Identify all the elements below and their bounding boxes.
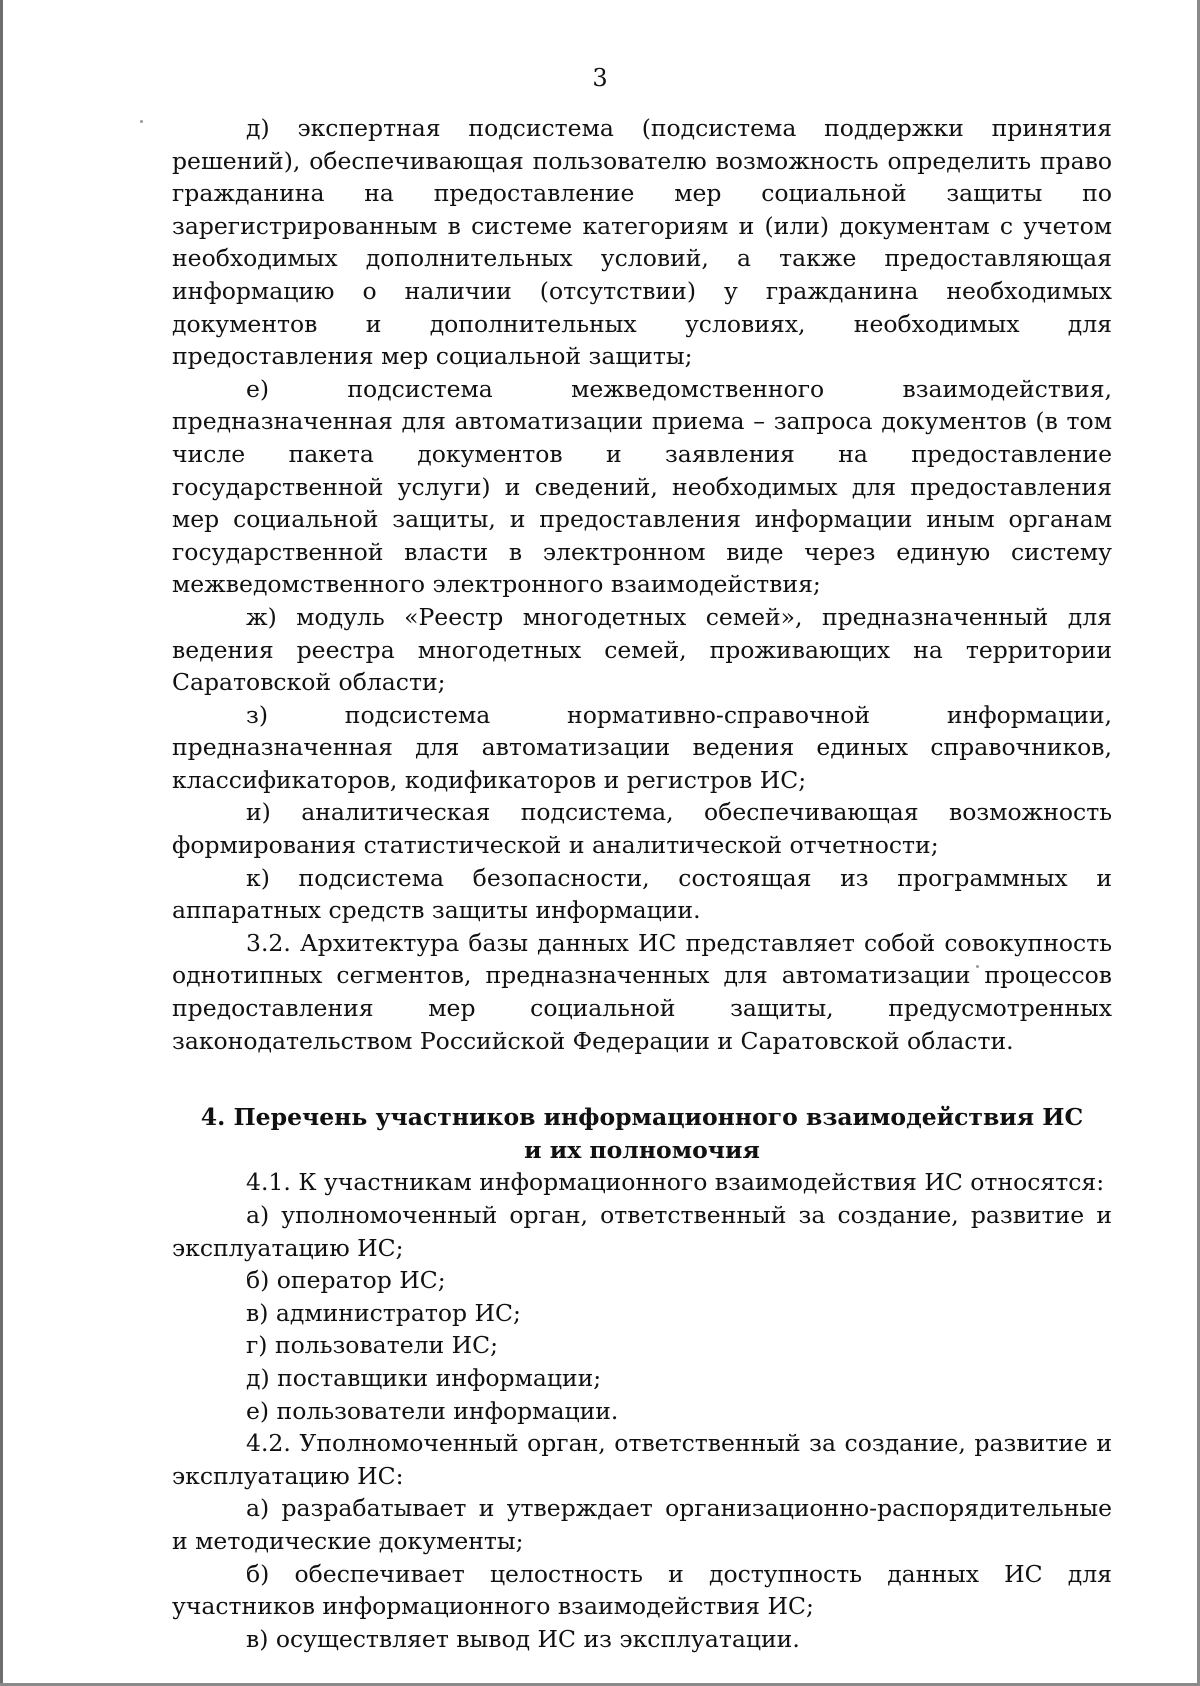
list-item-a-authorized-body: а) уполномоченный орган, ответственный за создание, развитие и эксплуатацию ИС;: [172, 1201, 1112, 1262]
list-item-b-operator: б) оператор ИС;: [246, 1266, 446, 1295]
paragraph-zh-large-families-module: ж) модуль «Реестр многодетных семей», предназначенный для ведения реестра многодетных семей, проживающих на территории Саратовской области;: [172, 602, 1112, 697]
scan-edge-left: [0, 0, 3, 1686]
section-heading-line-1: 4. Перечень участников информационного взаимодействия ИС: [200, 1103, 1084, 1132]
section-heading: [172, 1101, 1112, 1166]
list-item-v-decommissions: в) осуществляет вывод ИС из эксплуатации.: [246, 1624, 800, 1653]
list-item-d-information-suppliers: д) поставщики информации;: [246, 1363, 602, 1392]
list-item-a-develops-documents: а) разрабатывает и утверждает организационно-распорядительные и методические документы;: [172, 1494, 1112, 1555]
paragraph-4-1-participants: 4.1. К участникам информационного взаимодействия ИС относятся:: [246, 1168, 1105, 1197]
page-number: 3: [592, 64, 608, 92]
paragraph-d-expert-subsystem: д) экспертная подсистема (подсистема поддержки принятия решений), обеспечивающая пользователю возможность определить право гражданина на предоставление мер социальной защиты по зарегистрированным в системе категориям и (или) документам с учетом необходимых дополнительных условий, а также предоставляющая информацию о наличии (отсутствии) у гражданина необходимых документов и дополнительных условиях, необходимых для предоставления мер социальной защиты;: [172, 114, 1112, 371]
paragraph-3-2-database-architecture: 3.2. Архитектура базы данных ИС представляет собой совокупность однотипных сегментов, предназначенных для автоматизации процессов предоставления мер социальной защиты, предусмотренных законодательством Российской Федерации и Саратовской области.: [172, 928, 1112, 1055]
list-item-b-ensures-integrity: б) обеспечивает целостность и доступность данных ИС для участников информационного взаимодействия ИС;: [172, 1559, 1112, 1621]
paragraph-z-reference-subsystem: з) подсистема нормативно-справочной информации, предназначенная для автоматизации ведения единых справочников, классификаторов, кодификаторов и регистров ИС;: [172, 700, 1112, 794]
scan-speck: [140, 120, 143, 123]
list-item-g-users: г) пользователи ИС;: [246, 1331, 499, 1360]
list-item-v-administrator: в) администратор ИС;: [246, 1298, 521, 1327]
paragraph-4-2-authorized-body: 4.2. Уполномоченный орган, ответственный за создание, развитие и эксплуатацию ИС:: [172, 1429, 1112, 1490]
paragraph-i-analytics-subsystem: и) аналитическая подсистема, обеспечивающая возможность формирования статистической и аналитической отчетности;: [172, 798, 1112, 860]
list-item-e-information-users: е) пользователи информации.: [246, 1396, 619, 1425]
paragraph-k-security-subsystem: к) подсистема безопасности, состоящая из программных и аппаратных средств защиты информации.: [172, 863, 1112, 925]
paragraph-e-interagency-subsystem: е) подсистема межведомственного взаимодействия, предназначенная для автоматизации приема – запроса документов (в том числе пакета документов и заявления на предоставление государственной услуги) и сведений, необходимых для предоставления мер социальной защиты, и предоставления информации иным органам государственной власти в электронном виде через единую систему межведомственного электронного взаимодействия;: [172, 374, 1112, 599]
document-body: [172, 112, 1112, 1655]
section-heading-line-2: и их полномочия: [524, 1135, 760, 1164]
